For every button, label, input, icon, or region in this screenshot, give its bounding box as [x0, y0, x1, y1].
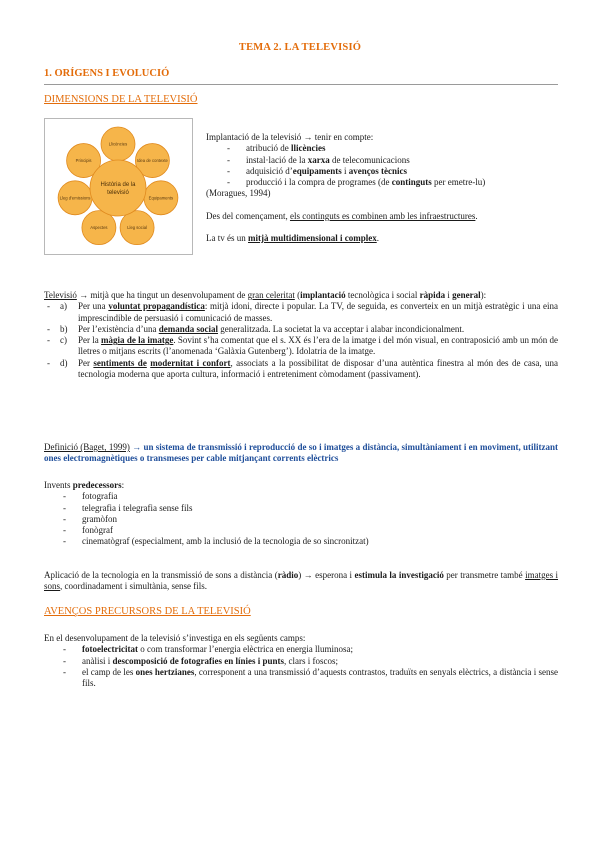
- diagram-center-node: [90, 160, 146, 216]
- diagram-node-label: Equipaments: [148, 195, 174, 201]
- list-item: - b) Per l’existència d’una demanda social generalitzada. La societat la va acceptar i alabar incondicionalment.: [44, 324, 558, 335]
- aplicacio-block: Aplicació de la tecnologia en la transmissió de sons a distància (ràdio) → esperona i estimula la investigació per transmetre també imatges i sons, coordinadament i simultània, sense fils.: [44, 570, 559, 592]
- list-item: - telegrafia i telegrafia sense fils: [60, 503, 558, 514]
- invents-intro: Invents predecessors:: [44, 480, 125, 490]
- televisio-definition: Televisió → mitjà que ha tingut un desenvolupament de gran celeritat (implantació tecnològica i social ràpida i general):: [44, 290, 487, 300]
- list-item: - anàlisi i descomposició de fotografies en línies i punts, clars i foscos;: [60, 656, 558, 667]
- implantacio-reference: (Moragues, 1994): [206, 188, 271, 199]
- avencos-block: [44, 633, 558, 689]
- list-item: - fonògraf: [60, 525, 558, 536]
- list-item: - gramòfon: [60, 514, 558, 525]
- paragraph-multidimensional: La tv és un mitjà multidimensional i complex.: [206, 233, 379, 244]
- diagram-node-label: Aspectes: [90, 225, 108, 231]
- diagram-node-label: Llicències: [108, 141, 128, 147]
- definicio-block: Definició (Baget, 1999) → un sistema de transmissió i reproducció de so i imatges a distància, simultàniament i en moviment, utilitzant ones electromagnètiques o transmeses per cable mitjançant corrents elèctrics: [44, 442, 558, 464]
- list-item: - c) Per la màgia de la imatge. Sovint s’ha comentat que el s. XX és l’era de la imatge i del món visual, en contraposició amb un món de lletres o mitjans escrits (l’anomenada ‘Galàxia Gutenberg’). Idolatria de la imatge.: [44, 335, 558, 358]
- paragraph-continguts: Des del començament, els continguts es combinen amb les infraestructures.: [206, 210, 478, 221]
- list-item: - adquisició d’equipaments i avenços tècnics: [224, 166, 560, 177]
- diagram-node-label: Lleg social: [127, 225, 147, 231]
- list-item: - d) Per sentiments de modernitat i confort, associats a la possibilitat de disposar d’una autèntica finestra al món des de casa, una tecnologia moderna que aporta cultura, informació i entreteniment còmodament (passivament).: [44, 358, 558, 381]
- televisio-reasons-list: [44, 301, 558, 380]
- implantacio-intro: Implantació de la televisió → tenir en compte:: [206, 132, 374, 142]
- section-heading: 1. ORÍGENS I EVOLUCIÓ: [44, 68, 170, 79]
- list-item: - fotoelectricitat o com transformar l’energia elèctrica en energia lluminosa;: [60, 644, 558, 655]
- implantacio-block: [206, 132, 560, 244]
- list-item: - el camp de les ones hertzianes, corresponent a una transmissió d’aquests contrastos, traduïts en senyals elèctrics, a distància i sense fils.: [60, 667, 558, 690]
- diagram-node-label: Lleg d'emissions: [59, 195, 91, 201]
- section-divider: [44, 84, 558, 85]
- invents-block: [44, 480, 558, 548]
- list-item: - fotografia: [60, 491, 558, 502]
- diagram-node-label: Principis: [75, 158, 92, 164]
- page-title: TEMA 2. LA TELEVISIÓ: [238, 42, 362, 53]
- avencos-intro: En el desenvolupament de la televisió s’investiga en els següents camps:: [44, 633, 306, 643]
- avencos-list: [60, 644, 558, 689]
- subsection-heading-dimensions: DIMENSIONS DE LA TELEVISIÓ: [44, 94, 198, 105]
- definicio-text: un sistema de transmissió i reproducció de so i imatges a distància, simultàniament i en moviment, utilitzant ones electromagnètiques o transmeses per cable mitjançant corrents elèctrics: [44, 442, 558, 464]
- list-item: - atribució de llicències: [224, 143, 560, 154]
- definicio-label: Definició (Baget, 1999): [44, 442, 130, 452]
- list-item: - instal·lació de la xarxa de telecomunicacions: [224, 155, 560, 166]
- list-item: - cinematògraf (especialment, amb la inclusió de la tecnologia de so sincronitzat): [60, 536, 558, 547]
- diagram-center-label: televisió: [107, 190, 129, 196]
- television-history-diagram: [44, 118, 193, 255]
- subsection-heading-avencos: AVENÇOS PRECURSORS DE LA TELEVISIÓ: [44, 606, 251, 617]
- invents-list: [60, 491, 558, 547]
- diagram-graphic: [45, 119, 192, 254]
- televisio-block: [44, 290, 558, 380]
- diagram-center-label: Història de la: [100, 182, 136, 188]
- list-item: - producció i la compra de programes (de continguts per emetre-lu): [224, 177, 560, 188]
- diagram-node-label: Idea de contexte: [136, 158, 168, 164]
- implantacio-list: [224, 143, 560, 188]
- list-item: - a) Per una voluntat propagandística: mitjà idoni, directe i popular. La TV, de seguida, es converteix en un mitjà estratègic i una eina imprescindible de persuasió i comunicació de masses.: [44, 301, 558, 324]
